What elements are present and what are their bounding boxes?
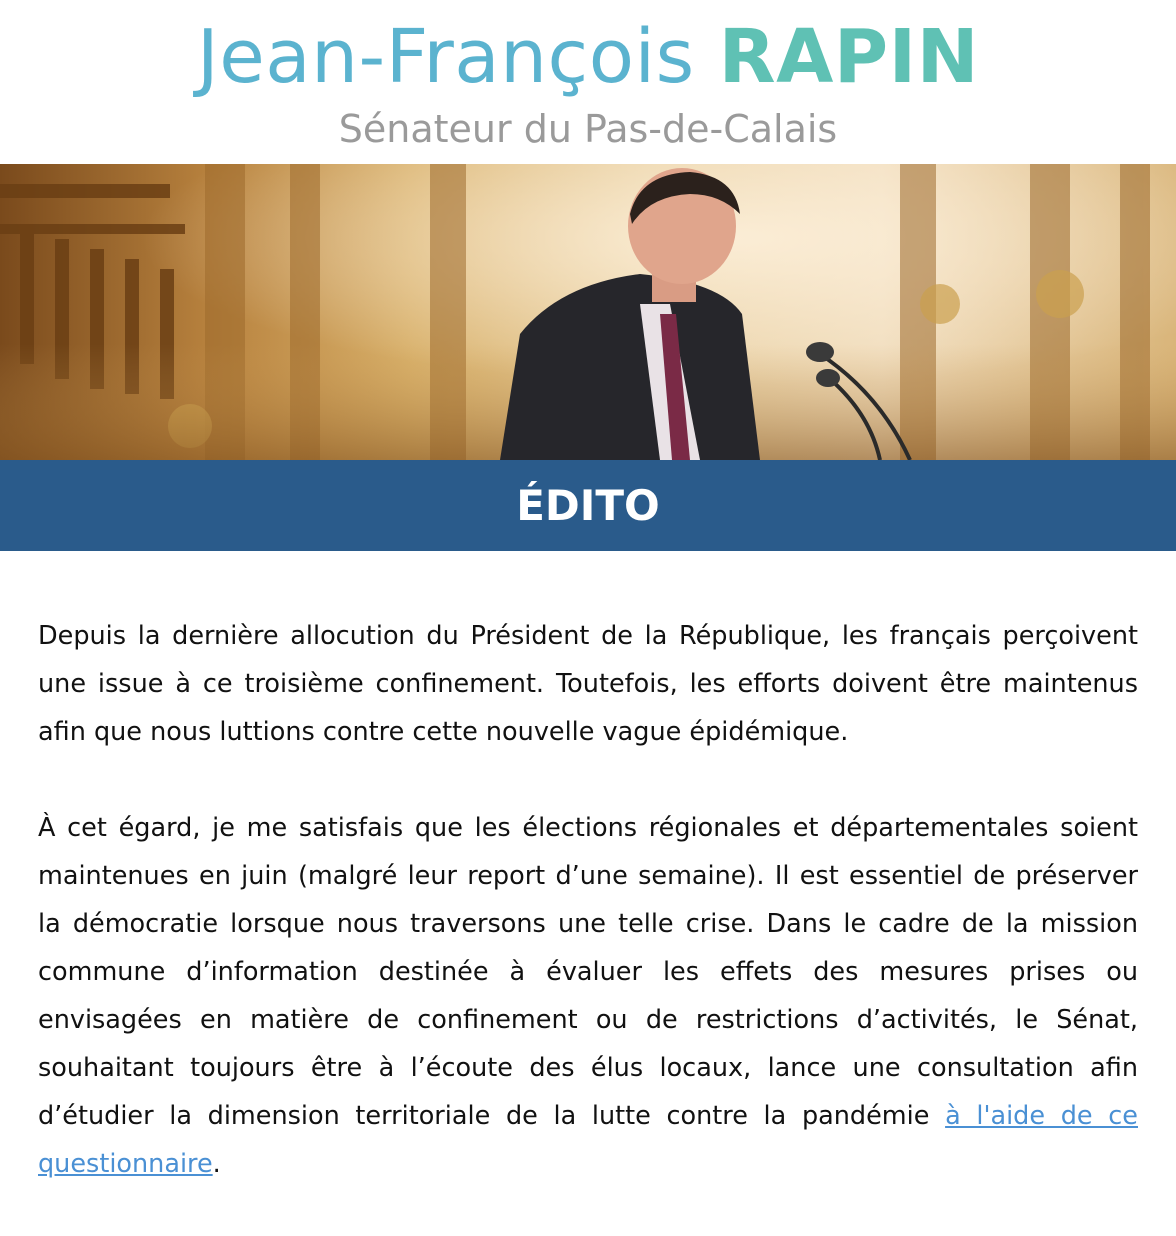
edito-paragraph-2-text: À cet égard, je me satisfais que les élections régionales et départementales soient maintenues en juin (malgré leur report d’une semaine). Il est essentiel de préserver la démocratie lorsque nous traversons une telle crise. Dans le cadre de la mission commune d’information destinée à évaluer les effets des mesures prises ou envisagées en matière de confinement ou de restrictions d’activités, le Sénat, souhaitant toujours être à l’écoute des élus locaux, lance une consultation afin d’étudier la dimension territoriale de la lutte contre la pandémie (38, 813, 1138, 1131)
edito-paragraph-1: Depuis la dernière allocution du Président de la République, les français perçoivent une issue à ce troisième confinement. Toutefois, les efforts doivent être maintenus afin que nous luttions contre cette nouvelle vague épidémique. (38, 621, 1138, 747)
edito-title: ÉDITO (516, 481, 660, 530)
questionnaire-link[interactable]: à l'aide de ce questionnaire (38, 1101, 1138, 1179)
edito-paragraph-2-end: . (212, 1149, 221, 1179)
edito-paragraph-2 (38, 804, 1138, 1188)
senator-last-name: RAPIN (718, 14, 980, 100)
senator-photo (0, 164, 1176, 460)
newsletter-header (0, 0, 1176, 164)
edito-content (38, 612, 1138, 1236)
senator-subtitle: Sénateur du Pas-de-Calais (338, 107, 838, 151)
senator-name (0, 12, 1176, 102)
senate-photo-banner (0, 164, 1176, 460)
edito-section-bar (0, 460, 1176, 551)
senator-first-name: Jean-François (196, 14, 695, 100)
